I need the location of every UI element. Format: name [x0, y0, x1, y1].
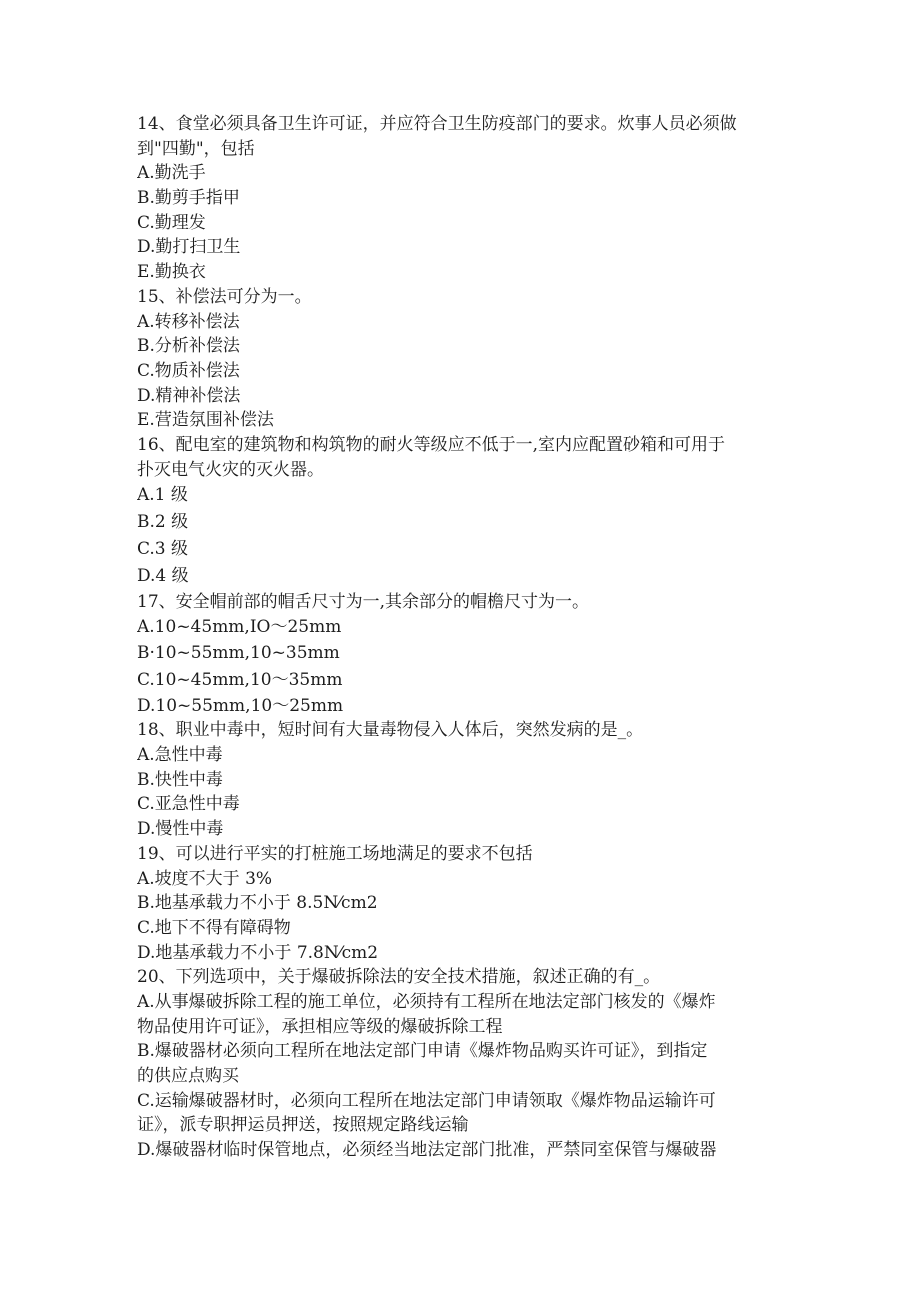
question-20-option-a-line-1: A.从事爆破拆除工程的施工单位，必须持有工程所在地法定部门核发的《爆炸 — [137, 991, 716, 1012]
question-15-option-d: D.精神补偿法 — [137, 385, 241, 406]
question-16-stem-line-1: 16、配电室的建筑物和构筑物的耐火等级应不低于一,室内应配置砂箱和可用于 — [137, 434, 726, 455]
question-17-stem: 17、安全帽前部的帽舌尺寸为一,其余部分的帽檐尺寸为一。 — [137, 592, 590, 613]
question-19-option-d: D.地基承载力不小于 7.8N⁄cm2 — [137, 942, 379, 963]
question-17-option-b: B·10~55mm,10~35mm — [137, 642, 340, 663]
question-19-option-a: A.坡度不大于 3% — [137, 868, 273, 889]
question-16-option-b: B.2 级 — [137, 512, 189, 533]
question-20-option-c-line-1: C.运输爆破器材时，必须向工程所在地法定部门申请领取《爆炸物品运输许可 — [137, 1090, 716, 1111]
question-14-option-a: A.勤洗手 — [137, 163, 206, 184]
question-20-option-c-line-2: 证》，派专职押运员押送，按照规定路线运输 — [137, 1115, 469, 1136]
question-18-stem: 18、职业中毒中，短时间有大量毒物侵入人体后，突然发病的是_。 — [137, 720, 644, 741]
question-17-option-c: C.10~45mm,10～35mm — [137, 669, 343, 690]
question-20-option-b-line-2: 的供应点购买 — [137, 1066, 239, 1086]
question-20-option-d-line-1: D.爆破器材临时保管地点，必须经当地法定部门批准，严禁同室保管与爆破器 — [137, 1140, 717, 1161]
question-15-option-b: B.分析补偿法 — [137, 336, 240, 357]
question-18-option-b: B.快性中毒 — [137, 769, 223, 790]
question-14-option-d: D.勤打扫卫生 — [137, 237, 241, 258]
question-17-option-a: A.10~45mm,IO～25mm — [137, 617, 342, 637]
question-19-option-b: B.地基承载力不小于 8.5N⁄cm2 — [137, 893, 378, 914]
question-16-option-a: A.1 级 — [137, 485, 188, 506]
question-16-option-d: D.4 级 — [137, 566, 189, 587]
question-15-stem: 15、补偿法可分为一。 — [137, 286, 312, 307]
question-14-stem-line-2: 到"四勤"，包括 — [137, 138, 255, 159]
question-19-option-c: C.地下不得有障碍物 — [137, 917, 291, 938]
question-16-stem-line-2: 扑灭电气火灾的灭火器。 — [137, 459, 324, 480]
question-16-option-c: C.3 级 — [137, 539, 189, 560]
question-20-option-a-line-2: 物品使用许可证》，承担相应等级的爆破拆除工程 — [137, 1016, 503, 1037]
question-18-option-a: A.急性中毒 — [137, 745, 223, 766]
question-15-option-a: A.转移补偿法 — [137, 311, 240, 332]
question-17-option-d: D.10~55mm,10～25mm — [137, 695, 344, 716]
question-14-option-b: B.勤剪手指甲 — [137, 188, 240, 209]
question-18-option-d: D.慢性中毒 — [137, 819, 224, 840]
question-18-option-c: C.亚急性中毒 — [137, 794, 240, 815]
question-19-stem: 19、可以进行平实的打桩施工场地满足的要求不包括 — [137, 843, 533, 864]
question-14-option-c: C.勤理发 — [137, 212, 206, 233]
question-15-option-c: C.物质补偿法 — [137, 360, 240, 381]
question-14-stem-line-1: 14、食堂必须具备卫生许可证，并应符合卫生防疫部门的要求。炊事人员必须做 — [137, 114, 737, 134]
question-14-option-e: E.勤换衣 — [137, 262, 206, 283]
question-20-option-b-line-1: B.爆破器材必须向工程所在地法定部门申请《爆炸物品购买许可证》，到指定 — [137, 1041, 708, 1062]
question-15-option-e: E.营造氛围补偿法 — [137, 410, 274, 431]
document-content — [137, 112, 787, 1163]
question-20-stem: 20、下列选项中，关于爆破拆除法的安全技术措施，叙述正确的有_。 — [137, 967, 661, 988]
